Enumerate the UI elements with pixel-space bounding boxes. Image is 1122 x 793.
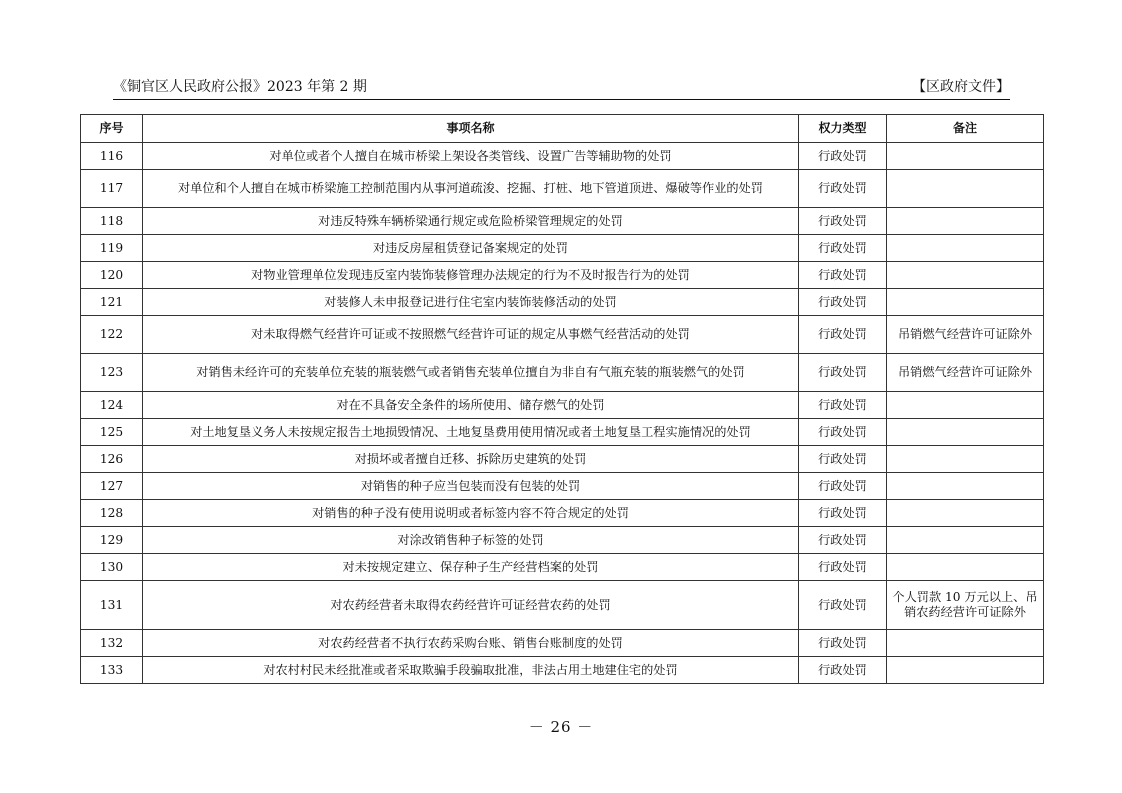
power-type: 行政处罚 <box>799 170 887 208</box>
remarks <box>887 289 1044 316</box>
row-number: 126 <box>81 446 143 473</box>
header-divider <box>113 99 1010 100</box>
table-row <box>81 170 1044 208</box>
row-number: 124 <box>81 392 143 419</box>
item-name: 对销售未经许可的充装单位充装的瓶装燃气或者销售充装单位擅自为非自有气瓶充装的瓶装燃气的处罚 <box>143 354 799 392</box>
column-header-item-name: 事项名称 <box>143 115 799 143</box>
table-row <box>81 657 1044 684</box>
power-type: 行政处罚 <box>799 392 887 419</box>
table-row <box>81 354 1044 392</box>
remarks <box>887 657 1044 684</box>
remarks <box>887 446 1044 473</box>
power-type: 行政处罚 <box>799 554 887 581</box>
table-row <box>81 235 1044 262</box>
row-number: 127 <box>81 473 143 500</box>
row-number: 123 <box>81 354 143 392</box>
table-row <box>81 419 1044 446</box>
item-name: 对违反房屋租赁登记备案规定的处罚 <box>143 235 799 262</box>
column-header-power-type: 权力类型 <box>799 115 887 143</box>
remarks <box>887 527 1044 554</box>
remarks <box>887 419 1044 446</box>
item-name: 对违反特殊车辆桥梁通行规定或危险桥梁管理规定的处罚 <box>143 208 799 235</box>
row-number: 122 <box>81 316 143 354</box>
page-header <box>113 77 1010 97</box>
item-name: 对土地复垦义务人未按规定报告土地损毁情况、土地复垦费用使用情况或者土地复垦工程实施情况的处罚 <box>143 419 799 446</box>
row-number: 129 <box>81 527 143 554</box>
remarks <box>887 554 1044 581</box>
item-name: 对未取得燃气经营许可证或不按照燃气经营许可证的规定从事燃气经营活动的处罚 <box>143 316 799 354</box>
page-number: － 26 － <box>528 718 594 736</box>
power-type: 行政处罚 <box>799 630 887 657</box>
item-name: 对装修人未申报登记进行住宅室内装饰装修活动的处罚 <box>143 289 799 316</box>
power-type: 行政处罚 <box>799 316 887 354</box>
power-type: 行政处罚 <box>799 500 887 527</box>
row-number: 120 <box>81 262 143 289</box>
row-number: 130 <box>81 554 143 581</box>
table-row <box>81 473 1044 500</box>
power-type: 行政处罚 <box>799 473 887 500</box>
power-type: 行政处罚 <box>799 235 887 262</box>
item-name: 对农药经营者未取得农药经营许可证经营农药的处罚 <box>143 581 799 630</box>
row-number: 132 <box>81 630 143 657</box>
remarks <box>887 500 1044 527</box>
item-name: 对未按规定建立、保存种子生产经营档案的处罚 <box>143 554 799 581</box>
row-number: 119 <box>81 235 143 262</box>
power-type: 行政处罚 <box>799 208 887 235</box>
remarks <box>887 630 1044 657</box>
table-row <box>81 392 1044 419</box>
row-number: 131 <box>81 581 143 630</box>
table-row <box>81 143 1044 170</box>
table-row <box>81 500 1044 527</box>
remarks <box>887 262 1044 289</box>
row-number: 118 <box>81 208 143 235</box>
remarks <box>887 208 1044 235</box>
row-number: 125 <box>81 419 143 446</box>
column-header-remarks: 备注 <box>887 115 1044 143</box>
table-row <box>81 262 1044 289</box>
power-type: 行政处罚 <box>799 446 887 473</box>
item-name: 对在不具备安全条件的场所使用、储存燃气的处罚 <box>143 392 799 419</box>
item-name: 对物业管理单位发现违反室内装饰装修管理办法规定的行为不及时报告行为的处罚 <box>143 262 799 289</box>
remarks: 个人罚款 10 万元以上、吊销农药经营许可证除外 <box>887 581 1044 630</box>
remarks <box>887 235 1044 262</box>
power-type: 行政处罚 <box>799 527 887 554</box>
section-label: 【区政府文件】 <box>912 79 1010 95</box>
power-type: 行政处罚 <box>799 354 887 392</box>
item-name: 对涂改销售种子标签的处罚 <box>143 527 799 554</box>
remarks <box>887 473 1044 500</box>
row-number: 133 <box>81 657 143 684</box>
column-header-number: 序号 <box>81 115 143 143</box>
power-type: 行政处罚 <box>799 143 887 170</box>
table-row <box>81 208 1044 235</box>
table-header-row <box>81 115 1044 143</box>
remarks <box>887 392 1044 419</box>
remarks <box>887 170 1044 208</box>
item-name: 对销售的种子应当包装而没有包装的处罚 <box>143 473 799 500</box>
row-number: 121 <box>81 289 143 316</box>
remarks <box>887 143 1044 170</box>
item-name: 对农药经营者不执行农药采购台账、销售台账制度的处罚 <box>143 630 799 657</box>
table-row <box>81 554 1044 581</box>
remarks: 吊销燃气经营许可证除外 <box>887 316 1044 354</box>
publication-title: 《铜官区人民政府公报》2023 年第 2 期 <box>113 79 367 95</box>
table-row <box>81 527 1044 554</box>
power-type: 行政处罚 <box>799 289 887 316</box>
table-row <box>81 289 1044 316</box>
power-type: 行政处罚 <box>799 581 887 630</box>
row-number: 117 <box>81 170 143 208</box>
item-name: 对损坏或者擅自迁移、拆除历史建筑的处罚 <box>143 446 799 473</box>
row-number: 128 <box>81 500 143 527</box>
power-type: 行政处罚 <box>799 262 887 289</box>
remarks: 吊销燃气经营许可证除外 <box>887 354 1044 392</box>
item-name: 对单位或者个人擅自在城市桥梁上架设各类管线、设置广告等辅助物的处罚 <box>143 143 799 170</box>
item-name: 对单位和个人擅自在城市桥梁施工控制范围内从事河道疏浚、挖掘、打桩、地下管道顶进、爆破等作业的处罚 <box>143 170 799 208</box>
table-row <box>81 446 1044 473</box>
item-name: 对销售的种子没有使用说明或者标签内容不符合规定的处罚 <box>143 500 799 527</box>
table-row <box>81 630 1044 657</box>
power-type: 行政处罚 <box>799 657 887 684</box>
row-number: 116 <box>81 143 143 170</box>
item-name: 对农村村民未经批准或者采取欺骗手段骗取批准，非法占用土地建住宅的处罚 <box>143 657 799 684</box>
power-type: 行政处罚 <box>799 419 887 446</box>
table-row <box>81 581 1044 630</box>
table-row <box>81 316 1044 354</box>
items-table <box>80 114 1044 684</box>
